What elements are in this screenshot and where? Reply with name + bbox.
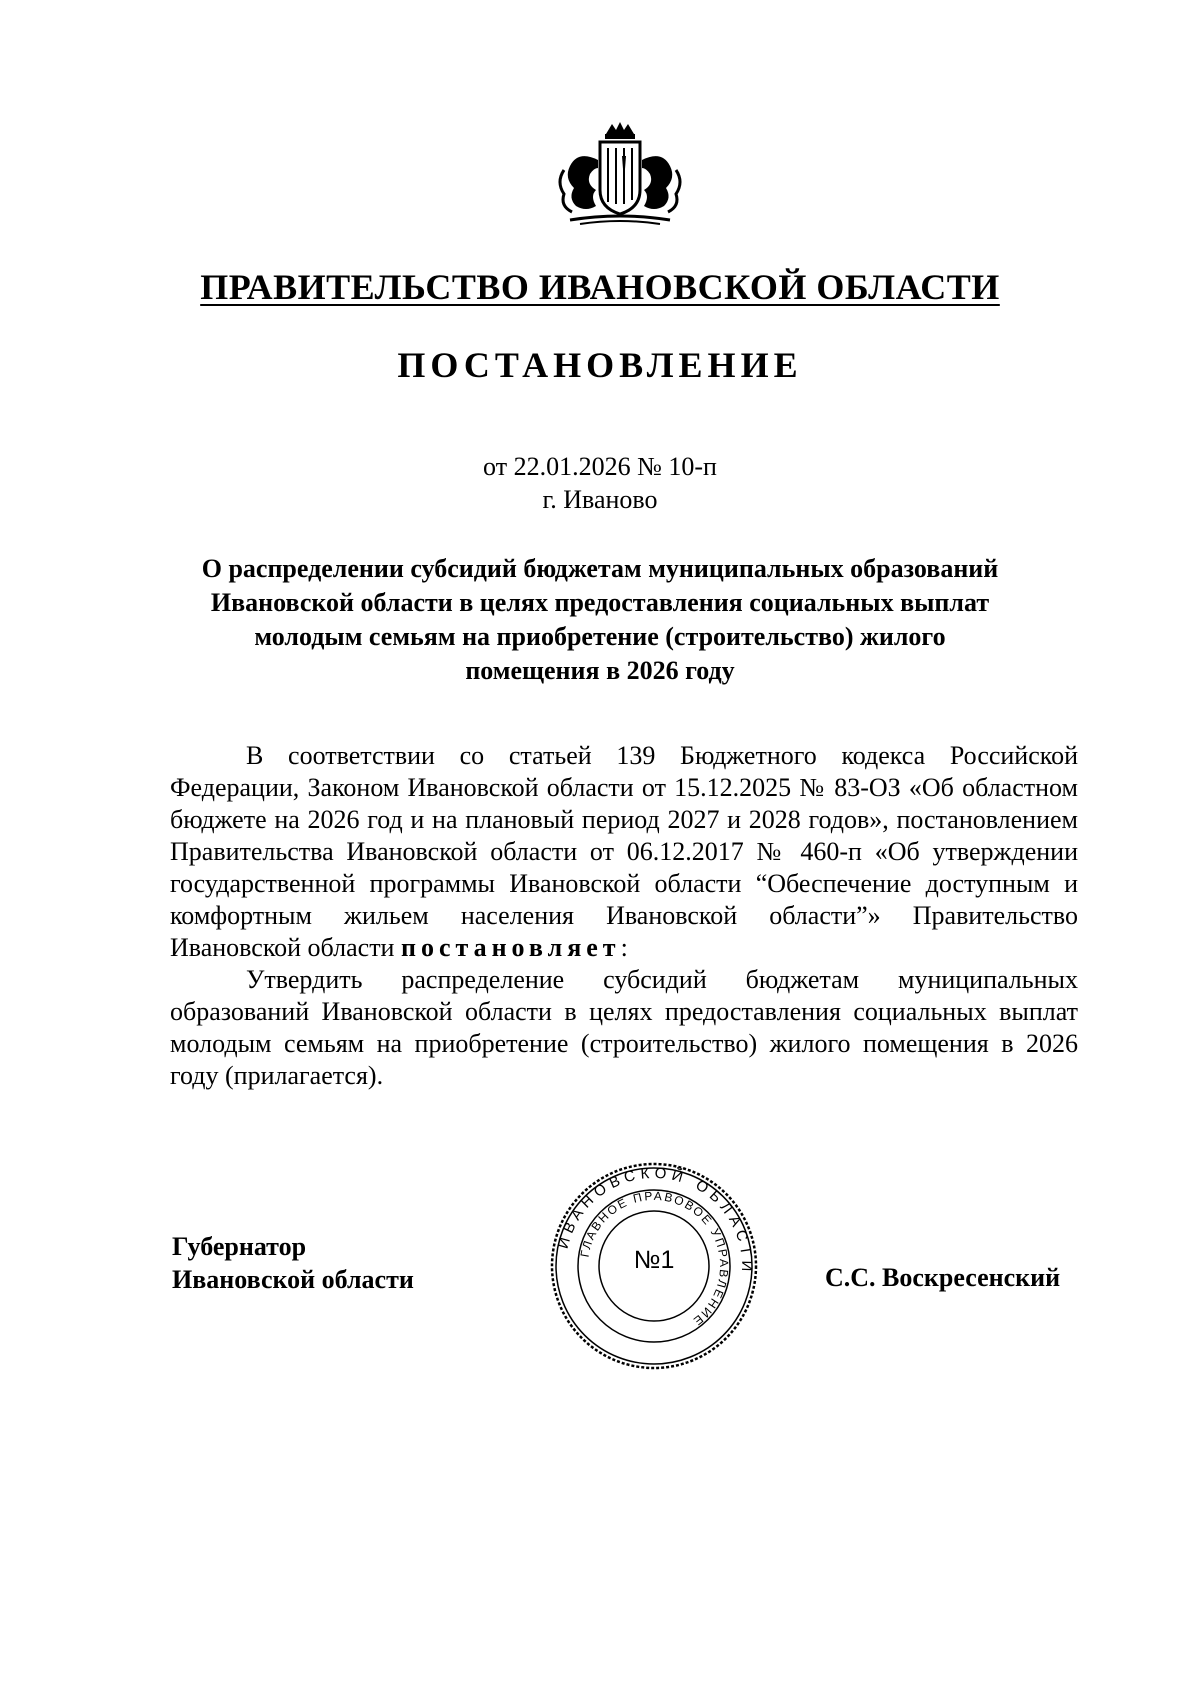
body-paragraph: Утвердить распределение субсидий бюджетам муниципальных образований Ивановской области в целях предоставления социальных выплат молодым семьям на приобретение (строительство) жилого помещения в 2026 году (прилагается). [170, 965, 1078, 1090]
document-type: ПОСТАНОВЛЕНИЕ [397, 345, 803, 385]
body-paragraph [170, 740, 1078, 964]
subject-line: помещения в 2026 году [465, 656, 735, 685]
coat-of-arms-icon [550, 120, 690, 230]
document-subject [150, 552, 1050, 688]
stamp-outer-path: ИВАНОВСКОЙ ОБЛАСТИ [554, 1164, 756, 1277]
organization-title [0, 266, 1200, 308]
decree-colon: : [620, 933, 628, 962]
signatory-position [172, 1230, 414, 1296]
stamp-number: №1 [633, 1246, 675, 1274]
document-body [170, 740, 1078, 1092]
decree-word: постановляет [400, 933, 621, 962]
document-city: г. Иваново [542, 485, 658, 514]
subject-line: Ивановской области в целях предоставления социальных выплат [210, 588, 990, 617]
preamble-text: В соответствии со статьей 139 Бюджетного кодекса Российской Федерации, Законом Ивановской области от 15.12.2025 № 83-ОЗ «Об областном бюджете на 2026 год и на плановый период 2027 и 2028 годов», постановлением Правительства Ивановской области от 06.12.2017 № 460-п «Об утверждении государственной программы Ивановской области “Обеспечение доступным и комфортным жильем населения Ивановской области”» Правительство Ивановской области [170, 741, 1078, 962]
signatory-name: С.С. Воскресенский [825, 1263, 1061, 1292]
signatory-position-line: Губернатор [172, 1232, 307, 1261]
subject-line: молодым семьям на приобретение (строительство) жилого [254, 622, 946, 651]
document-date-number: от 22.01.2026 № 10-п [483, 452, 717, 481]
stamp-inner-path: ГЛАВНОЕ ПРАВОВОЕ УПРАВЛЕНИЕ [577, 1188, 732, 1330]
subject-line: О распределении субсидий бюджетам муниципальных образований [201, 554, 999, 583]
organization-title-text: ПРАВИТЕЛЬСТВО ИВАНОВСКОЙ ОБЛАСТИ [200, 267, 1000, 307]
signatory-position-line: Ивановской области [172, 1265, 414, 1294]
